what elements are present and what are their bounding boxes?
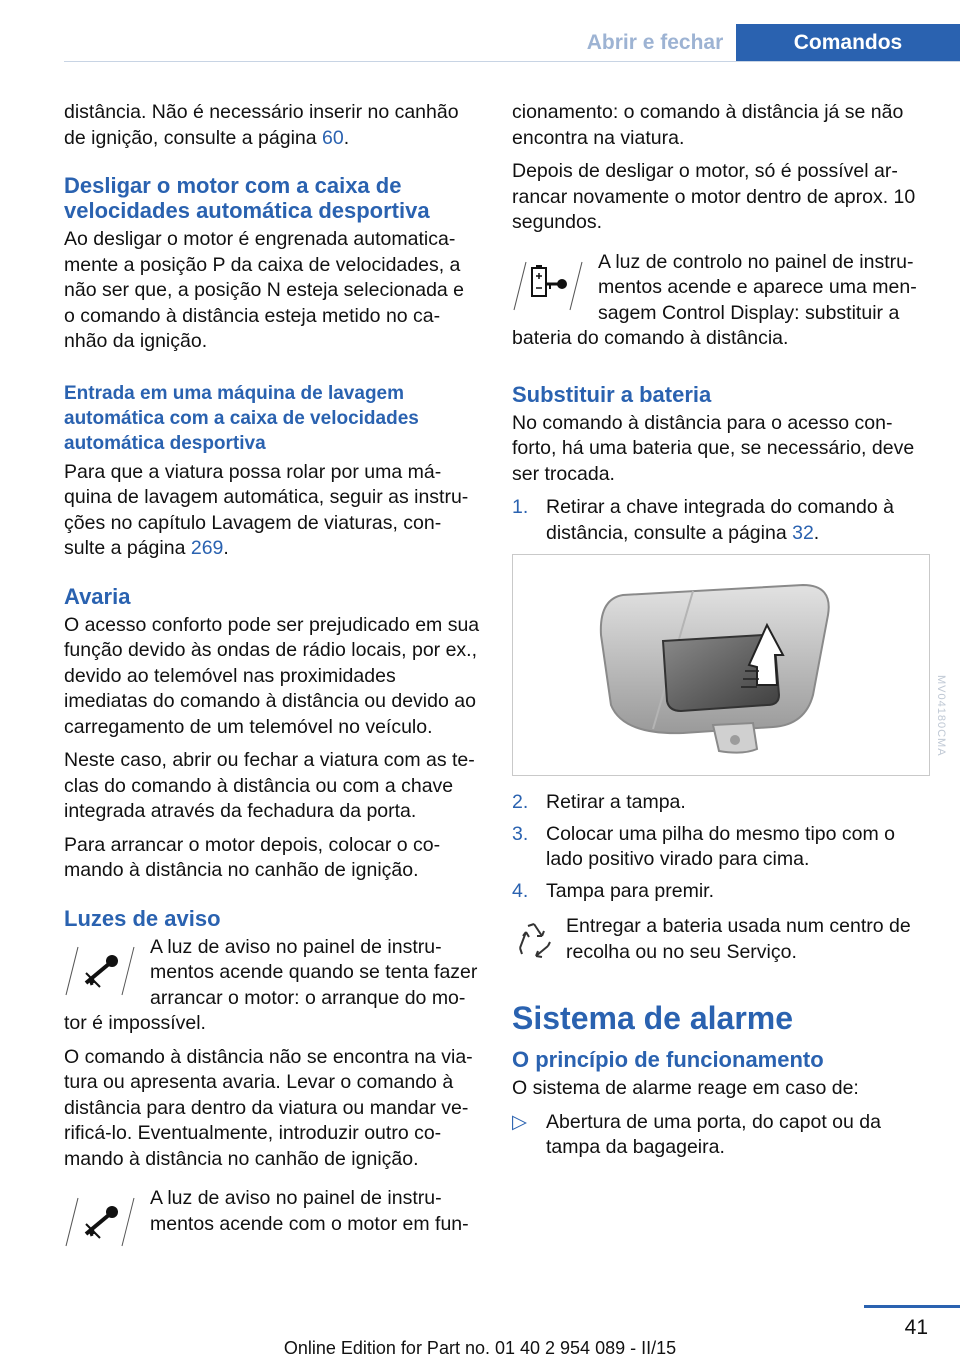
heading-substituir: Substituir a bateria — [512, 381, 712, 407]
step-number: 3. — [512, 822, 529, 845]
heading-alarme: Sistema de alarme — [512, 1000, 794, 1036]
paragraph-luzes-3: A luz de aviso no painel de instru- mentos acende com o motor em fun- — [150, 1187, 469, 1235]
list-item: 4. Tampa para premir. — [512, 879, 928, 905]
steps-list-b — [512, 790, 928, 904]
heading-desligar: Desligar o motor com a caixa de velocidades automática desportiva — [64, 173, 430, 223]
heading-principio: O princípio de funcionamento — [512, 1047, 824, 1072]
paragraph-avaria-3: Para arrancar o motor depois, colocar o co- mando à distância no canhão de ignição. — [64, 833, 441, 881]
intro-paragraph: distância. Não é necessário inserir no canhão de ignição, consulte a página 60. — [64, 101, 459, 149]
paragraph-substituir: No comando à distância para o acesso con- forto, há uma bateria que, se necessário, deve ser trocada. — [512, 411, 915, 485]
steps-list-a — [512, 495, 928, 546]
header-tab-active: Comandos — [736, 24, 960, 62]
figure-code: MV04180CMA — [935, 675, 947, 757]
paragraph-alarme: O sistema de alarme reage em caso de: — [512, 1077, 859, 1099]
header-tab-section: Abrir e fechar — [586, 31, 724, 54]
paragraph-desligar: Ao desligar o motor é engrenada automatica- mente a posição P da caixa de velocidades, a não ser que, a posição N esteja selecionada e o comando à distância esteja metido no ca- nhão da ignição. — [64, 228, 465, 352]
paragraph-entrada: Para que a viatura possa rolar por uma má- quina de lavagem automática, seguir as instru- ções no capítulo Lavagem de viaturas, con- sulte a página 269. — [64, 460, 469, 559]
remote-key-illustration — [513, 555, 929, 775]
key-battery-figure — [512, 554, 947, 776]
right-column — [512, 100, 947, 1167]
footer-accent-line — [864, 1305, 960, 1308]
page-link-32[interactable]: 32 — [792, 521, 814, 544]
list-item: ▷ Abertura de uma porta, do capot ou da tampa da bagageira. — [512, 1110, 881, 1158]
step-number: 4. — [512, 879, 529, 902]
step-number: 1. — [512, 496, 529, 518]
header-divider — [64, 61, 960, 62]
bullet-marker: ▷ — [512, 1110, 527, 1133]
paragraph-avaria-1: O acesso conforto pode ser prejudicado em sua função devido às ondas de rádio locais, por ex., devido ao telemóvel nas proximidades imediatas do comando à distância ou devido ao carregamento de um telemóvel no veículo. — [64, 613, 480, 738]
list-item: 1. Retirar a chave integrada do comando à distância, consulte a página 32. — [512, 496, 894, 544]
heading-luzes: Luzes de aviso — [64, 905, 221, 931]
warning-block-1 — [64, 935, 480, 1037]
page-number: 41 — [904, 1316, 928, 1339]
step-number: 2. — [512, 791, 529, 813]
bullet-list — [512, 1110, 928, 1161]
list-item: 3. Colocar uma pilha do mesmo tipo com o lado positivo virado para cima. — [512, 822, 895, 870]
paragraph-continued-1: cionamento: o comando à distância já se não encontra na viatura. — [512, 101, 904, 149]
paragraph-luzes-1: A luz de aviso no painel de instru- mentos acende quando se tenta fazer arrancar o motor: o arranque do mo- tor é impossível. — [64, 935, 478, 1034]
paragraph-bateria-luz: A luz de controlo no painel de instru- mentos acende e aparece uma men- sagem Control Display: substituir a bateria do comando à distância. — [512, 250, 917, 349]
key-warning-icon — [64, 939, 140, 1003]
warning-block-2 — [64, 1186, 480, 1237]
left-column — [64, 100, 480, 1254]
recycle-block — [512, 914, 928, 965]
page-link-60[interactable]: 60 — [322, 126, 344, 149]
battery-warning-block — [512, 250, 928, 352]
heading-avaria: Avaria — [64, 583, 131, 609]
page-link-269[interactable]: 269 — [190, 537, 224, 559]
key-battery-icon — [512, 254, 588, 318]
paragraph-avaria-2: Neste caso, abrir ou fechar a viatura com as te- clas do comando à distância ou com a chave integrada através da fechadura da porta. — [64, 749, 475, 822]
paragraph-continued-2: Depois de desligar o motor, só é possível ar- rancar novamente o motor dentro de aprox. 10 segundos. — [512, 160, 916, 233]
footer-edition: Online Edition for Part no. 01 40 2 954 089 - II/15 — [283, 1338, 677, 1358]
recycle-icon — [512, 918, 556, 962]
paragraph-luzes-2: O comando à distância não se encontra na via- tura ou apresenta avaria. Levar o comando à distância para dentro da viatura ou mandar ve- rificá-lo. Eventualmente, introduzir outro co- mando à distância no canhão de ignição. — [64, 1045, 473, 1170]
paragraph-reciclar: Entregar a bateria usada num centro de recolha ou no seu Serviço. — [566, 915, 911, 963]
list-item: 2. Retirar a tampa. — [512, 790, 928, 816]
heading-entrada: Entrada em uma máquina de lavagem automática com a caixa de velocidades automática desportiva — [64, 382, 419, 454]
key-warning-icon — [64, 1190, 140, 1254]
